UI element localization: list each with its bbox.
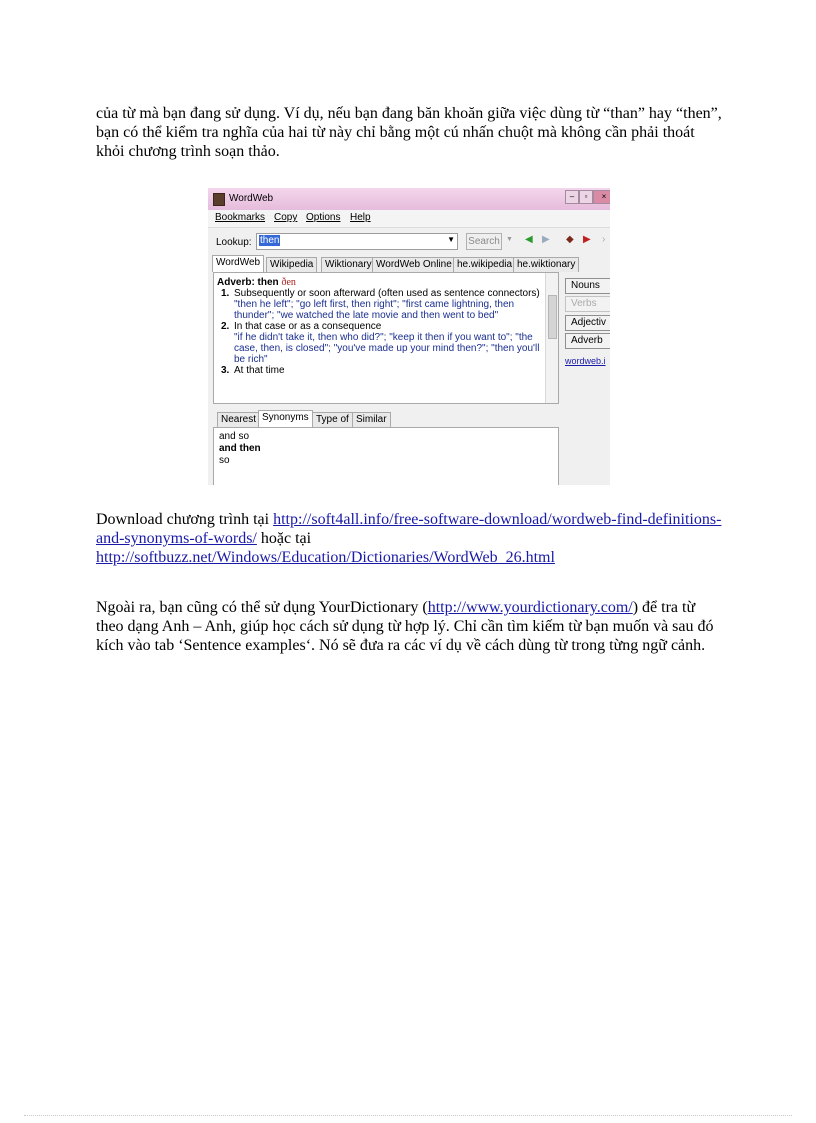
search-button[interactable]: Search xyxy=(466,233,502,250)
window-title: WordWeb xyxy=(229,193,274,204)
yourdictionary-prefix: Ngoài ra, bạn cũng có thể sử dụng YourDictionary ( xyxy=(96,599,428,616)
dropdown-arrow-icon[interactable]: ▼ xyxy=(506,236,513,243)
scrollbar-thumb[interactable] xyxy=(548,295,557,339)
yourdictionary-suffix: ) để tra từ theo dạng Anh – Anh, giúp học cách sử dụng từ hợp lý. Chỉ cần tìm kiếm từ bạn muốn và sau đó kích vào tab ‘Sentence examples‘. Nó sẽ đưa ra các ví dụ về cách dùng từ trong từng ngữ cảnh. xyxy=(96,599,714,654)
sense-examples: "then he left"; "go left first, then right"; "first came lightning, then thunder"; "we watched the late movie and then went to bed" xyxy=(234,299,515,321)
back-arrow-icon[interactable]: ◀ xyxy=(525,234,533,245)
chevron-down-icon[interactable]: ▼ xyxy=(447,235,455,244)
window-titlebar xyxy=(208,188,610,210)
wordweb-screenshot xyxy=(208,188,610,485)
sense-number: 3. xyxy=(221,365,230,376)
download-middle: hoặc tại xyxy=(256,530,312,547)
synonym-item[interactable]: so xyxy=(219,455,230,466)
wordweb-app-icon xyxy=(213,193,225,206)
synonyms-pane xyxy=(213,427,559,485)
menu-help[interactable]: Help xyxy=(350,212,371,223)
download-prefix: Download chương trình tại xyxy=(96,511,274,528)
tab-wiktionary[interactable]: Wiktionary xyxy=(321,257,376,272)
menu-copy[interactable]: Copy xyxy=(274,212,298,223)
synonym-item[interactable]: and then xyxy=(219,443,261,454)
tab-wikipedia[interactable]: Wikipedia xyxy=(266,257,317,272)
soft4all-link[interactable]: http://soft4all.info/free-software-download/wordweb-find-definitions-and-synonyms-of-words/ xyxy=(96,511,722,547)
paragraph-yourdictionary xyxy=(96,598,726,655)
sense-number: 2. xyxy=(221,321,230,332)
lookup-row xyxy=(208,228,610,254)
definition-text xyxy=(217,277,542,376)
sense-definition: In that case or as a consequence xyxy=(234,321,382,332)
sense-definition: Subsequently or soon afterward (often used as sentence connectors) xyxy=(234,288,540,299)
menu-bar xyxy=(208,210,610,228)
definition-heading xyxy=(217,277,542,288)
wordweb-link[interactable]: wordweb.i xyxy=(565,356,606,366)
sense-2 xyxy=(217,321,542,365)
sense-1 xyxy=(217,288,542,321)
sense-3 xyxy=(217,365,542,376)
adverbs-button[interactable]: Adverb xyxy=(565,333,610,349)
yourdictionary-link[interactable]: http://www.yourdictionary.com/ xyxy=(427,599,633,616)
pos-heading: Adverb: then xyxy=(217,277,279,288)
paragraph-download xyxy=(96,510,726,567)
forward-arrow-icon[interactable]: ▶ xyxy=(542,234,550,245)
nouns-button[interactable]: Nouns xyxy=(565,278,610,294)
synonym-item[interactable]: and so xyxy=(219,431,250,442)
bookmark-icon[interactable]: ▶ xyxy=(583,234,591,245)
menu-bookmarks[interactable]: Bookmarks xyxy=(215,212,266,223)
sense-definition: At that time xyxy=(234,365,285,376)
tab-he-wiktionary[interactable]: he.wiktionary xyxy=(513,257,579,272)
tab-wordweb-online[interactable]: WordWeb Online xyxy=(372,257,456,272)
softbuzz-link[interactable]: http://softbuzz.net/Windows/Education/Dictionaries/WordWeb_26.html xyxy=(96,549,555,566)
lookup-label: Lookup: xyxy=(216,237,252,248)
definition-pane xyxy=(213,272,559,404)
page-bottom-divider xyxy=(24,1115,792,1116)
adjectives-button[interactable]: Adjectiv xyxy=(565,315,610,331)
sense-number: 1. xyxy=(221,288,230,299)
tab-he-wikipedia[interactable]: he.wikipedia xyxy=(453,257,516,272)
paragraph-intro: của từ mà bạn đang sử dụng. Ví dụ, nếu bạn đang băn khoăn giữa việc dùng từ “than” hay “then”, bạn có thể kiểm tra nghĩa của hai từ này chỉ bằng một cú nhấn chuột mà không cần phải thoát khỏi chương trình soạn thảo. xyxy=(96,105,722,160)
tab-nearest[interactable]: Nearest xyxy=(217,412,260,427)
maximize-icon[interactable]: ▫ xyxy=(579,190,593,204)
sense-examples: "if he didn't take it, then who did?"; "keep it then if you want to"; "the case, then, is closed"; "you've made up your mind then?"; "then you'll be rich" xyxy=(234,332,540,365)
lookup-input[interactable] xyxy=(256,233,458,250)
more-icon[interactable]: › xyxy=(602,234,606,245)
menu-options[interactable]: Options xyxy=(306,212,341,223)
close-icon[interactable]: × xyxy=(593,190,610,204)
minimize-icon[interactable]: – xyxy=(565,190,579,204)
verbs-button[interactable]: Verbs xyxy=(565,296,610,312)
tab-type-of[interactable]: Type of xyxy=(312,412,353,427)
tab-synonyms[interactable]: Synonyms xyxy=(258,410,313,427)
definition-scrollbar[interactable] xyxy=(545,273,558,403)
phonetic: ðen xyxy=(281,277,296,288)
lookup-value: then xyxy=(260,235,280,246)
tab-similar[interactable]: Similar xyxy=(352,412,391,427)
speaker-icon[interactable]: ◆ xyxy=(566,234,574,245)
tab-wordweb[interactable]: WordWeb xyxy=(212,255,264,272)
